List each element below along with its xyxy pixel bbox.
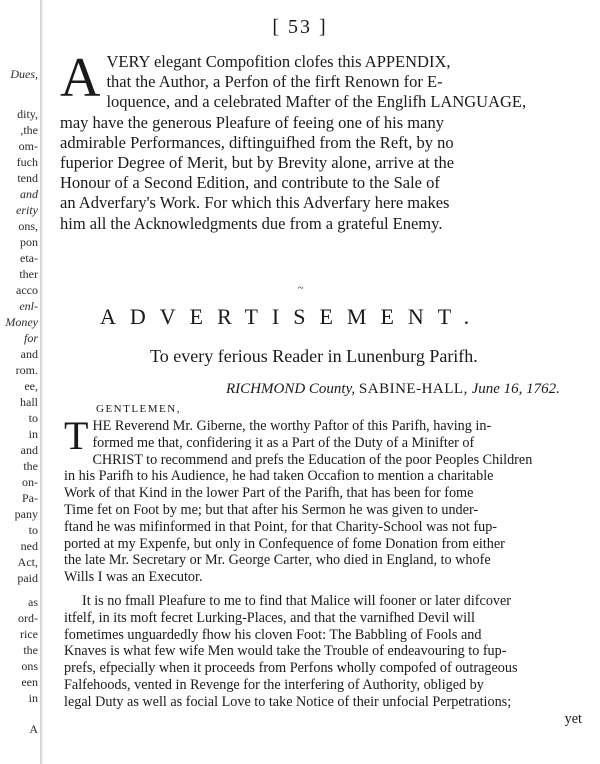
text-line: Wills I was an Executor.: [64, 569, 203, 586]
text-line: an Adverfary's Work. For which this Adverfary here makes: [60, 193, 450, 213]
margin-fragment: the: [23, 459, 38, 473]
appendix-paragraph: [60, 47, 584, 234]
text-line: CHRIST to recommend and prefs the Education of the poor Peoples Children: [92, 451, 533, 468]
dateline-county: RICHMOND County,: [226, 381, 356, 397]
margin-fragment: rice: [20, 627, 38, 641]
margin-fragment: een: [21, 675, 38, 689]
page-number: [ 53 ]: [272, 16, 328, 38]
letter-paragraph-1: [64, 413, 588, 586]
text-line: itfelf, in its moft fecret Lurking-Places, and that the varnifhed Devil will: [64, 609, 475, 626]
margin-fragment: to: [28, 411, 38, 425]
text-line: fuperior Degree of Merit, but by Brevity alone, arrive at the: [60, 152, 455, 172]
margin-fragment: hall: [20, 395, 38, 409]
margin-fragment: as: [28, 595, 38, 609]
text-line: HE Reverend Mr. Giberne, the worthy Paftor of this Parifh, having in-: [92, 418, 492, 434]
margin-fragment: ned: [20, 539, 38, 553]
advertisement-subtitle: To every ferious Reader in Lunenburg Parifh.: [150, 346, 478, 366]
margin-fragment: Act,: [17, 555, 38, 569]
margin-fragment: tend: [17, 171, 38, 185]
text-line: prefs, efpecially when it proceeds from Perfons wholly compofed of outrageous: [64, 660, 518, 677]
text-line: ported at my Expenfe, but only in Confequence of fome Donation from either: [64, 535, 505, 552]
margin-fragment: A: [29, 722, 38, 736]
margin-fragment: fuch: [16, 155, 38, 169]
margin-fragment: on-: [22, 475, 38, 489]
text-line: VERY elegant Compofition clofes this APPENDIX,: [106, 52, 451, 71]
margin-fragment: dity,: [17, 107, 38, 121]
text-line: Time fet on Foot by me; but that after his Sermon he was given to under-: [64, 501, 479, 518]
text-line: formed me that, confidering it as a Part of the Duty of a Minifter of: [92, 434, 475, 451]
margin-fragment: erity: [16, 203, 38, 217]
text-line: legal Duty as well as focial Love to take Notice of their unfocial Perpetrations;: [64, 693, 512, 710]
margin-fragment: ord-: [18, 611, 38, 625]
margin-fragment: rom.: [15, 363, 38, 377]
text-line: the late Mr. Secretary or Mr. George Carter, who died in England, to whofe: [64, 552, 491, 569]
text-line: Work of that Kind in the lower Part of the Parifh, that has been for fome: [64, 485, 474, 502]
text-line: may have the generous Pleafure of feeing one of his many: [60, 112, 444, 132]
text-line: Falfehoods, vented in Revenge for the interfering of Authority, obliged by: [64, 676, 484, 693]
dateline: [226, 381, 560, 398]
facing-page-margin: [0, 0, 44, 764]
margin-fragment: to: [28, 523, 38, 537]
margin-fragment: Pa-: [22, 491, 38, 505]
margin-fragment: om-: [18, 139, 38, 153]
margin-fragment: ,the: [20, 123, 38, 137]
margin-fragment: ther: [19, 267, 38, 281]
margin-fragment: and: [20, 443, 38, 457]
margin-fragment: Dues,: [10, 67, 38, 81]
text-line: him all the Acknowledgments due from a grateful Enemy.: [60, 213, 443, 233]
drop-cap: A: [60, 47, 101, 109]
text-line: ftand he was mifinformed in that Point, for that Charity-School was not fup-: [64, 518, 498, 535]
advertisement-title: ADVERTISEMENT.: [100, 304, 484, 329]
text-line: It is no fmall Pleafure to me to find that Malice will fooner or later difcover: [82, 593, 512, 609]
margin-fragment: pon: [20, 235, 38, 249]
letter-paragraph-2: [64, 593, 588, 727]
margin-fragment: ons,: [18, 219, 38, 233]
dateline-date: June 16, 1762.: [471, 381, 560, 397]
margin-fragment: paid: [17, 571, 38, 585]
text-line: admirable Performances, diftinguifhed from the Reft, by no: [60, 132, 454, 152]
text-line: that the Author, a Perfon of the firft Renown for E-: [106, 72, 443, 92]
margin-fragment: for: [23, 331, 38, 345]
margin-fragment: in: [28, 691, 38, 705]
margin-fragment: and: [20, 187, 38, 201]
page-gutter-shadow: [40, 0, 43, 764]
catchword: yet: [564, 710, 582, 727]
text-line: Knaves is what few wife Men would take the Trouble of endeavouring to fup-: [64, 643, 507, 660]
margin-fragment: pany: [14, 507, 38, 521]
margin-fragment: and: [20, 347, 38, 361]
margin-fragment: in: [28, 427, 38, 441]
ornament: ~: [298, 283, 304, 294]
margin-fragment: ee,: [24, 379, 38, 393]
text-line: Honour of a Second Edition, and contribute to the Sale of: [60, 173, 440, 193]
margin-fragment: the: [23, 643, 38, 657]
text-line: loquence, and a celebrated Mafter of the Englifh LANGUAGE,: [106, 92, 527, 112]
margin-fragment: ons: [21, 659, 38, 673]
margin-fragment: Money: [5, 315, 38, 329]
drop-cap: T: [64, 413, 89, 458]
margin-fragment: eta-: [20, 251, 38, 265]
text-line: in his Parifh to his Audience, he had taken Occafion to mention a charitable: [64, 468, 494, 485]
margin-fragment: acco: [16, 283, 38, 297]
text-line: fometimes unguardedly fhow his cloven Foot: The Babbling of Fools and: [64, 626, 482, 643]
dateline-place: SABINE-HALL,: [358, 381, 468, 397]
margin-fragment: enl-: [19, 299, 38, 313]
salutation: GENTLEMEN,: [96, 403, 181, 415]
